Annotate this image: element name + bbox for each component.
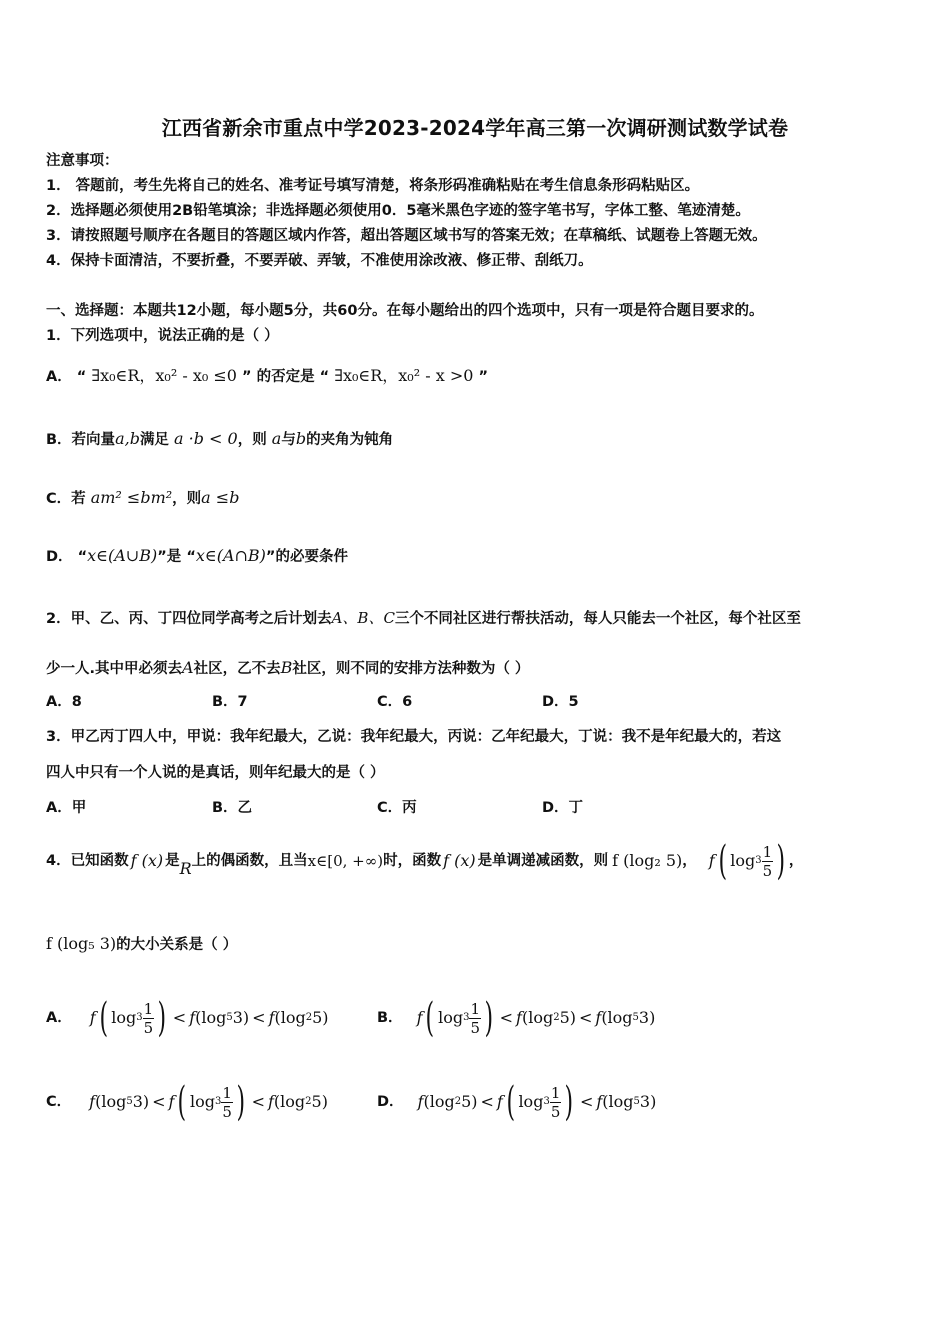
- q1-option-a: [46, 366, 488, 387]
- option-label: D．: [377, 1094, 404, 1110]
- option-label: C．若: [46, 491, 86, 507]
- q3-option: B．乙: [212, 800, 253, 816]
- quote-open: “: [76, 369, 87, 385]
- notice-item: 3．请按照题号顺序在各题目的答题区域内作答，超出答题区域书写的答案无效；在草稿纸、试题卷上答题无效。: [46, 228, 767, 244]
- q2-option: C．6: [377, 694, 413, 710]
- notice-heading: 注意事项：: [46, 153, 119, 169]
- q2-stem-line2: [46, 658, 529, 679]
- quote-open: “: [186, 549, 196, 565]
- math-expr: R: [179, 859, 192, 878]
- q2-stem-line1: [46, 608, 801, 629]
- math-expr: f ( log 3 $\frac{1}{5}$ ) < f (log 2 5) < f (log 5 3): [416, 995, 656, 1041]
- option-label: B．: [377, 1010, 403, 1026]
- option-label: D．: [46, 549, 73, 565]
- math-expr: ∃x₀∈R，x₀² - x >0: [334, 366, 474, 385]
- option-text: 的必要条件: [275, 549, 348, 565]
- q3-option: A．甲: [46, 800, 87, 816]
- option-text: 的否定是: [256, 369, 315, 385]
- q2-text: 社区，乙不去: [193, 661, 281, 677]
- math-expr: a ·b < 0: [174, 429, 238, 448]
- q2-text: 2．甲、乙、丙、丁四位同学高考之后计划去: [46, 611, 332, 627]
- math-expr: f (log 2 5) < f ( log 3 $\frac{1}{5}$ ) < f (log 5 3): [417, 1079, 657, 1125]
- q4-stem-line1: [46, 836, 803, 886]
- q4-text: 时，函数: [383, 853, 442, 869]
- notice-item: 4．保持卡面清洁，不要折叠，不要弄破、弄皱，不准使用涂改液、修正带、刮纸刀。: [46, 253, 593, 269]
- q2-text: 三个不同社区进行帮扶活动，每人只能去一个社区，每个社区至: [394, 611, 801, 627]
- math-expr: B: [280, 658, 293, 677]
- q4-text: 是单调递减函数，则: [477, 853, 609, 869]
- page-title: 江西省新余市重点中学2023-2024学年高三第一次调研测试数学试卷: [161, 116, 789, 140]
- math-expr: A: [182, 658, 194, 677]
- option-label: C．: [46, 1094, 72, 1110]
- option-text: 满足: [139, 432, 169, 448]
- q1-option-b: [46, 429, 393, 450]
- notice-item: 2．选择题必须使用2B铅笔填涂；非选择题必须使用0．5毫米黑色字迹的签字笔书写，字体工整、笔迹清楚。: [46, 203, 750, 219]
- quote-close: ”: [265, 549, 276, 565]
- q2-option: D．5: [542, 694, 579, 710]
- q2-option: B．7: [212, 694, 248, 710]
- quote-open: “: [77, 549, 88, 565]
- math-expr: a ≤b: [201, 488, 240, 507]
- math-expr: a: [271, 429, 282, 448]
- math-expr: f (log₅ 3): [46, 934, 117, 953]
- q1-stem: 1．下列选项中，说法正确的是（ ）: [46, 328, 279, 344]
- q4-option-b: [377, 992, 655, 1044]
- section-heading: 一、选择题：本题共12小题，每小题5分，共60分。在每小题给出的四个选项中，只有一项是符合题目要求的。: [46, 303, 764, 319]
- option-text: ，则: [172, 491, 202, 507]
- math-expr: f (x): [443, 851, 476, 870]
- math-f-log3-fifth: f ( log 3 $\frac{1}{5}$ ): [708, 838, 786, 884]
- math-expr: ∃x₀∈R，x₀² - x₀ ≤0: [91, 366, 237, 385]
- math-expr: f (log 5 3) < f ( log 3 $\frac{1}{5}$ ) < f (log 2 5): [89, 1079, 328, 1125]
- q2-text: 社区，则不同的安排方法种数为（ ）: [292, 661, 530, 677]
- q4-text: 的大小关系是（ ）: [116, 937, 238, 953]
- q3-option: C．丙: [377, 800, 417, 816]
- q2-option: A．8: [46, 694, 82, 710]
- math-expr: f ( log 3 $\frac{1}{5}$ ) < f (log 5 3) < f (log 2 5): [89, 995, 329, 1041]
- q4-text: ，: [788, 853, 804, 869]
- option-text: 是: [166, 549, 182, 565]
- q3-stem-line2: 四人中只有一个人说的是真话，则年纪最大的是（ ）: [46, 765, 385, 781]
- math-expr: x∈(A∩B): [195, 546, 266, 565]
- q2-text: 少一人.其中甲必须去: [46, 661, 183, 677]
- math-expr: A、B、C: [331, 609, 395, 627]
- q1-option-c: [46, 488, 239, 509]
- math-expr: x∈[0, +∞): [307, 852, 384, 870]
- math-expr: f (x): [130, 851, 164, 870]
- quote-close: ”: [478, 369, 488, 385]
- quote-open: “: [319, 369, 330, 385]
- notice-item: 1． 答题前，考生先将自己的姓名、准考证号填写清楚，将条形码准确粘贴在考生信息条形码粘贴区。: [46, 178, 700, 194]
- q3-stem-line1: 3．甲乙丙丁四人中，甲说：我年纪最大，乙说：我年纪最大，丙说：乙年纪最大，丁说：我不是年纪最大的，若这: [46, 729, 782, 745]
- quote-close: ”: [157, 549, 167, 565]
- option-label: A．: [46, 1010, 72, 1026]
- option-text: 与: [281, 432, 296, 448]
- q4-option-c: [46, 1076, 328, 1128]
- option-label: A．: [46, 369, 72, 385]
- math-expr: f (log₂ 5): [612, 851, 683, 870]
- q1-option-d: [46, 546, 348, 567]
- q4-text: 是: [165, 853, 180, 869]
- option-text: ，则: [237, 432, 267, 448]
- q4-text: ，: [682, 853, 697, 869]
- quote-close: ”: [242, 369, 252, 385]
- math-expr: b: [295, 429, 307, 448]
- math-expr: a,b: [115, 429, 140, 448]
- q3-option: D．丁: [542, 800, 584, 816]
- math-expr: x∈(A∪B): [87, 546, 158, 565]
- q4-option-d: [377, 1076, 656, 1128]
- q4-text: 4．已知函数: [46, 853, 129, 869]
- q4-option-a: [46, 992, 329, 1044]
- math-expr: am² ≤bm²: [90, 488, 173, 507]
- option-label: B．若向量: [46, 432, 116, 448]
- q4-text: 上的偶函数，且当: [191, 853, 308, 869]
- q4-stem-line2: [46, 934, 237, 955]
- option-text: 的夹角为钝角: [306, 432, 394, 448]
